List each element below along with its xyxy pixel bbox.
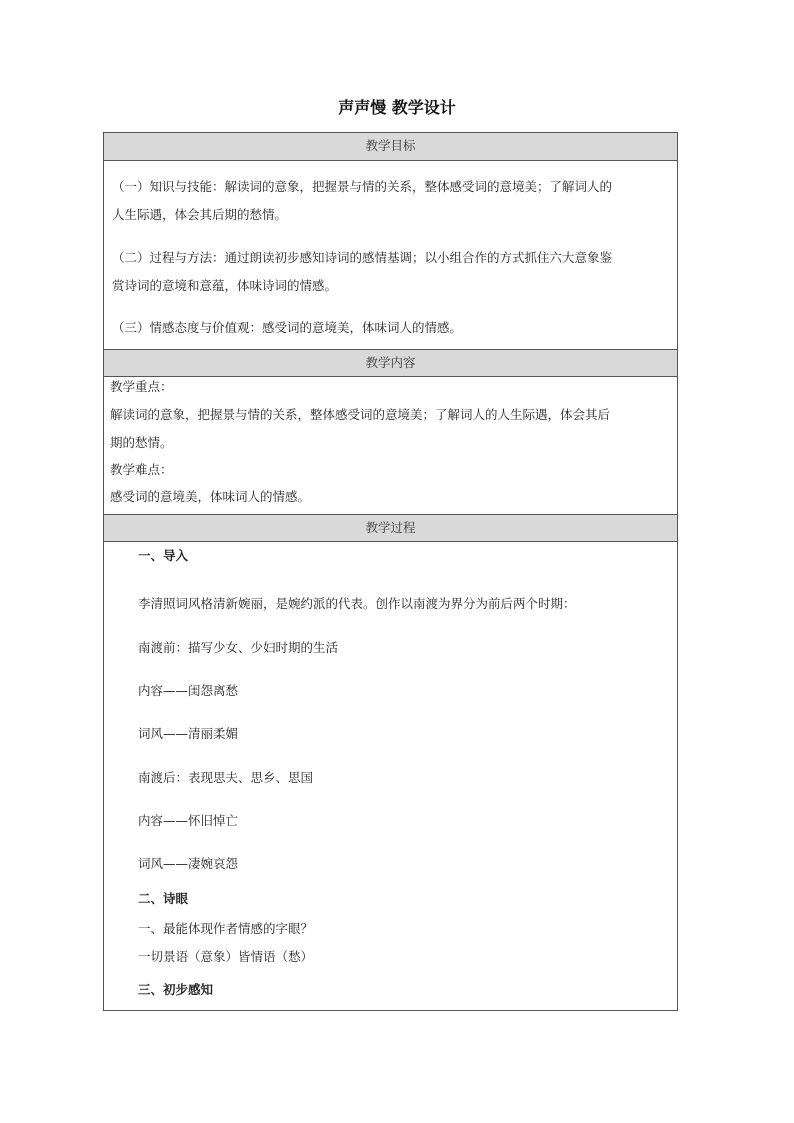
objective-2-line-2: 赏诗词的意境和意蕴，体味诗词的情感。 — [112, 278, 338, 293]
key-points-line-2: 期的愁情。 — [110, 435, 173, 450]
before-content: 内容——闺怨离愁 — [138, 683, 239, 698]
before-style: 词风——清丽柔媚 — [138, 726, 239, 741]
process-section-1-title: 一、导入 — [138, 548, 189, 563]
after-style: 词风——凄婉哀怨 — [138, 856, 239, 871]
section-header-content: 教学内容 — [104, 349, 677, 377]
objective-2-line-1: （二）过程与方法：通过朗读初步感知诗词的感情基调；以小组合作的方式抓住六大意象鉴 — [112, 250, 613, 265]
after-south-crossing: 南渡后：表现思夫、思乡、思国 — [138, 770, 314, 785]
process-intro-text: 李清照词风格清新婉丽，是婉约派的代表。创作以南渡为界分为前后两个时期： — [138, 596, 576, 611]
process-section-3-title: 三、初步感知 — [138, 982, 214, 997]
key-points-label: 教学重点： — [110, 379, 173, 394]
before-south-crossing: 南渡前：描写少女、少妇时期的生活 — [138, 640, 339, 655]
key-points-line-1: 解读词的意象，把握景与情的关系，整体感受词的意境美；了解词人的人生际遇，体会其后 — [110, 407, 611, 422]
document-title: 声声慢 教学设计 — [338, 98, 456, 117]
question-1: 一、最能体现作者情感的字眼？ — [138, 921, 314, 936]
answer-1: 一切景语（意象）皆情语（愁） — [138, 949, 314, 964]
difficulty-label: 教学难点： — [110, 462, 173, 477]
objective-3: （三）情感态度与价值观：感受词的意境美，体味词人的情感。 — [112, 320, 463, 335]
after-content: 内容——怀旧悼亡 — [138, 813, 239, 828]
objective-1-line-1: （一）知识与技能：解读词的意象，把握景与情的关系，整体感受词的意境美；了解词人的 — [112, 179, 613, 194]
section-header-objectives: 教学目标 — [104, 133, 677, 161]
section-header-process: 教学过程 — [104, 514, 677, 542]
objective-1-line-2: 人生际遇，体会其后期的愁情。 — [112, 207, 288, 222]
lesson-plan-table — [103, 132, 678, 1011]
process-section-2-title: 二、诗眼 — [138, 891, 189, 906]
difficulty-text: 感受词的意境美，体味词人的情感。 — [110, 489, 311, 504]
